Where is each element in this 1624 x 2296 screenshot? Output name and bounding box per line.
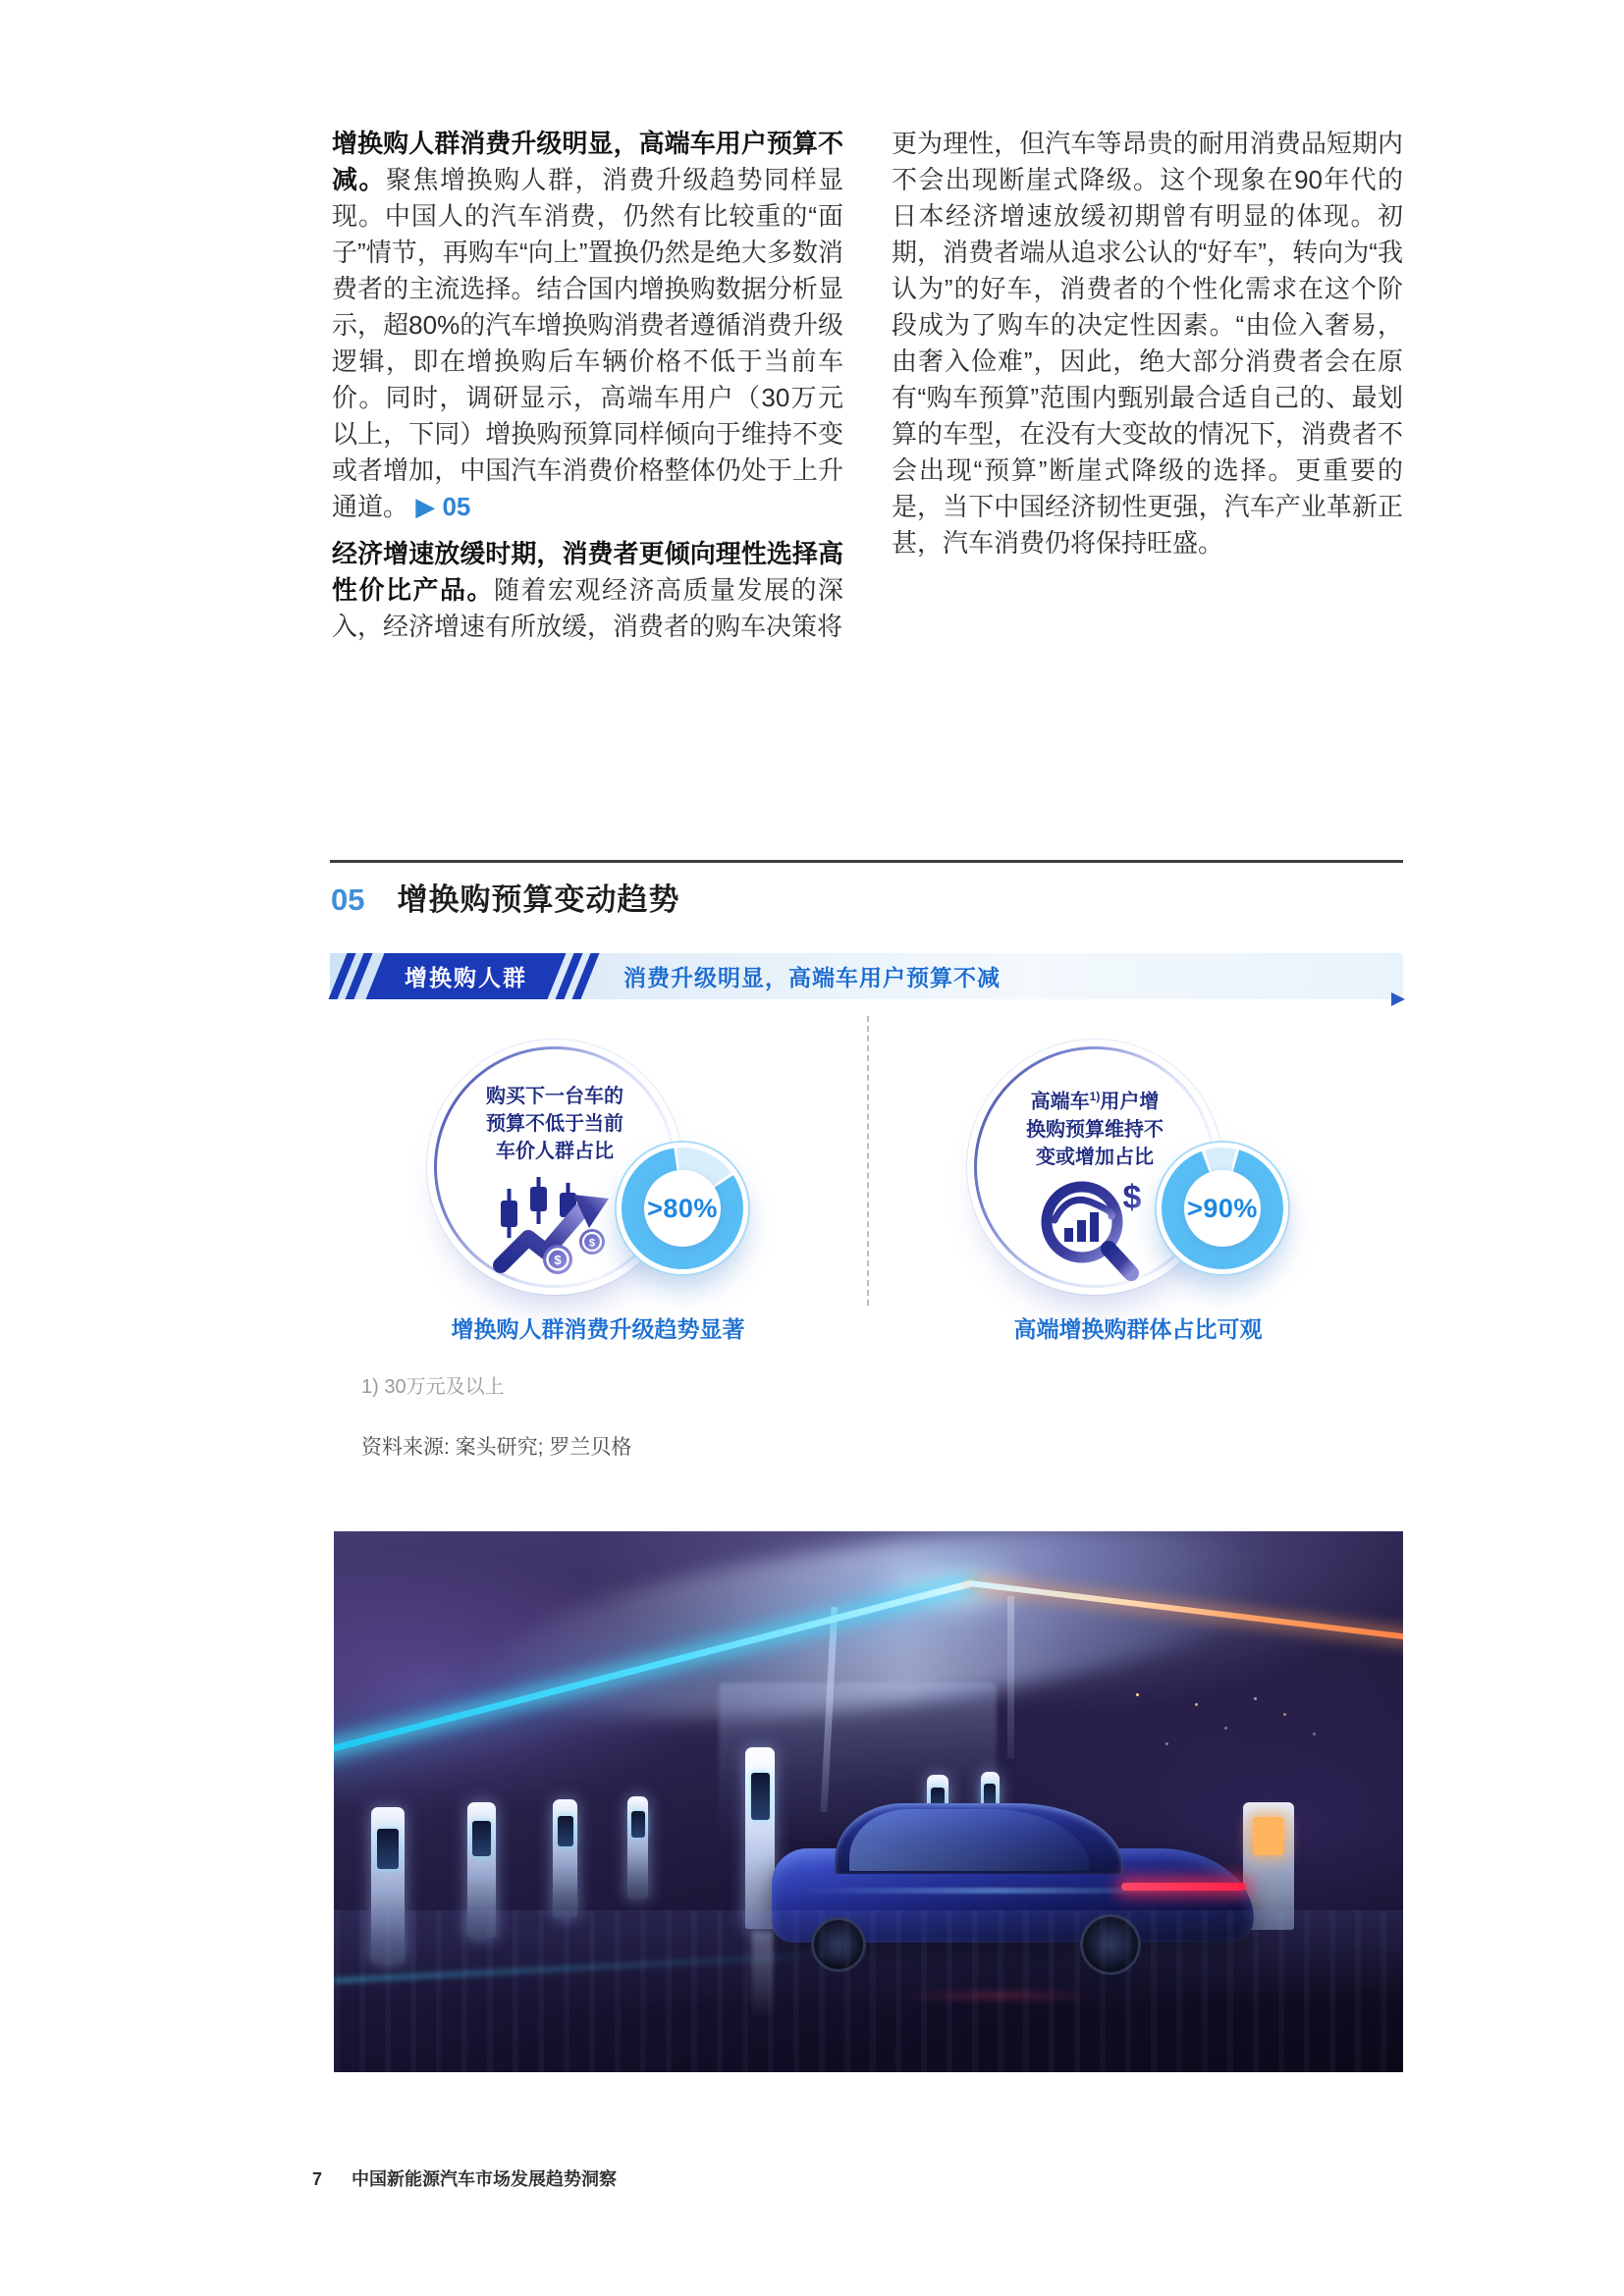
donut-chart: [617, 1143, 748, 1274]
page-footer: [312, 2165, 617, 2191]
charging-pillar: [745, 1747, 775, 1929]
wet-ground-sheen: [334, 1910, 1403, 2072]
donut-hole: [644, 1170, 721, 1247]
banner-headline: 消费升级明显，高端车用户预算不减: [623, 965, 1001, 990]
stat-bubble-text: 购买下一台车的 预算不低于当前 车价人群占比: [486, 1086, 623, 1162]
magnifier-chart-icon: [1031, 1177, 1159, 1285]
donut-hole: [1184, 1170, 1261, 1247]
banner-arrow-icon: [1391, 992, 1405, 1006]
donut-chart: [1157, 1143, 1288, 1274]
exhibit-banner: [330, 953, 1403, 999]
hero-photo: [334, 1531, 1403, 2072]
text-column-left: [332, 126, 843, 645]
charging-pillar: [553, 1799, 577, 1917]
charging-pillar: [627, 1796, 648, 1898]
section-divider: [330, 860, 1403, 863]
rising-stock-icon: [493, 1171, 617, 1277]
body-paragraph: 更为理性，但汽车等昂贵的耐用消费品短期内不会出现断崖式降级。这个现象在90年代的日本经济增速放缓初期曾有明显的体现。初期，消费者端从追求公认的“好车”，转向为“我认为”的好车，消费者的个性化需求在这个阶段成为了购车的决定性因素。“由俭入奢易，由奢入俭难”，因此，绝大部分消费者会在原有“购车预算”范围内甄别最合适自己的、最划算的车型，在没有大变故的情况下，消费者不会出现“预算”断崖式降级的选择。更重要的是，当下中国经济韧性更强，汽车产业革新正甚，汽车消费仍将保持旺盛。: [892, 129, 1403, 558]
page-number: 7: [312, 2169, 323, 2189]
exhibit-number: 05: [331, 882, 365, 917]
panel-premium-budget: [870, 1011, 1406, 1355]
panel-upgrade-budget: [330, 1011, 866, 1355]
donut-value: >90%: [1187, 1193, 1258, 1223]
body-paragraph: 增换购人群消费升级明显，高端车用户预算不减。聚焦增换购人群，消费升级趋势同样显现。中国人的汽车消费，仍然有比较重的“面子”情节，再购车“向上”置换仍然是绝大多数消费者的主流选择。结合国内增换购数据分析显示，超80%的汽车增换购消费者遵循消费升级逻辑，即在增换购后车辆价格不低于当前车价。同时，调研显示，高端车用户（30万元以上，下同）增换购预算同样倾向于维持不变或者增加，中国汽车消费价格整体仍处于上升通道。 ▶ 05: [332, 129, 843, 521]
svg-text:$: $: [588, 1237, 596, 1250]
car-taillight-bar: [1121, 1883, 1246, 1891]
banner-badge-label: 增换购人群: [405, 965, 527, 990]
svg-text:$: $: [554, 1253, 562, 1267]
panel-caption: 高端增换购群体占比可观: [1013, 1316, 1263, 1342]
booklet-title: 中国新能源汽车市场发展趋势洞察: [352, 2169, 618, 2189]
panel-caption: 增换购人群消费升级趋势显著: [451, 1316, 745, 1342]
exhibit-title: 增换购预算变动趋势: [397, 882, 680, 917]
svg-text:$: $: [1122, 1178, 1142, 1216]
source-line: 资料来源: 案头研究; 罗兰贝格: [361, 1436, 632, 1459]
body-paragraph: 经济增速放缓时期，消费者更倾向理性选择高性价比产品。随着宏观经济高质量发展的深入，经济增速有所放缓，消费者的购车决策将: [332, 539, 843, 641]
panel-divider: [867, 1016, 869, 1306]
footnote: 1) 30万元及以上: [361, 1376, 505, 1398]
exhibit-header: [331, 875, 679, 919]
text-column-right: [892, 126, 1403, 561]
stat-bubble-text: 高端车$^{1)}$用户增 换购预算维持不 变或增加占比: [1026, 1090, 1164, 1168]
banner-badge: [366, 953, 567, 999]
photo-canopy-support: [1007, 1596, 1014, 1758]
donut-value: >80%: [647, 1193, 718, 1223]
